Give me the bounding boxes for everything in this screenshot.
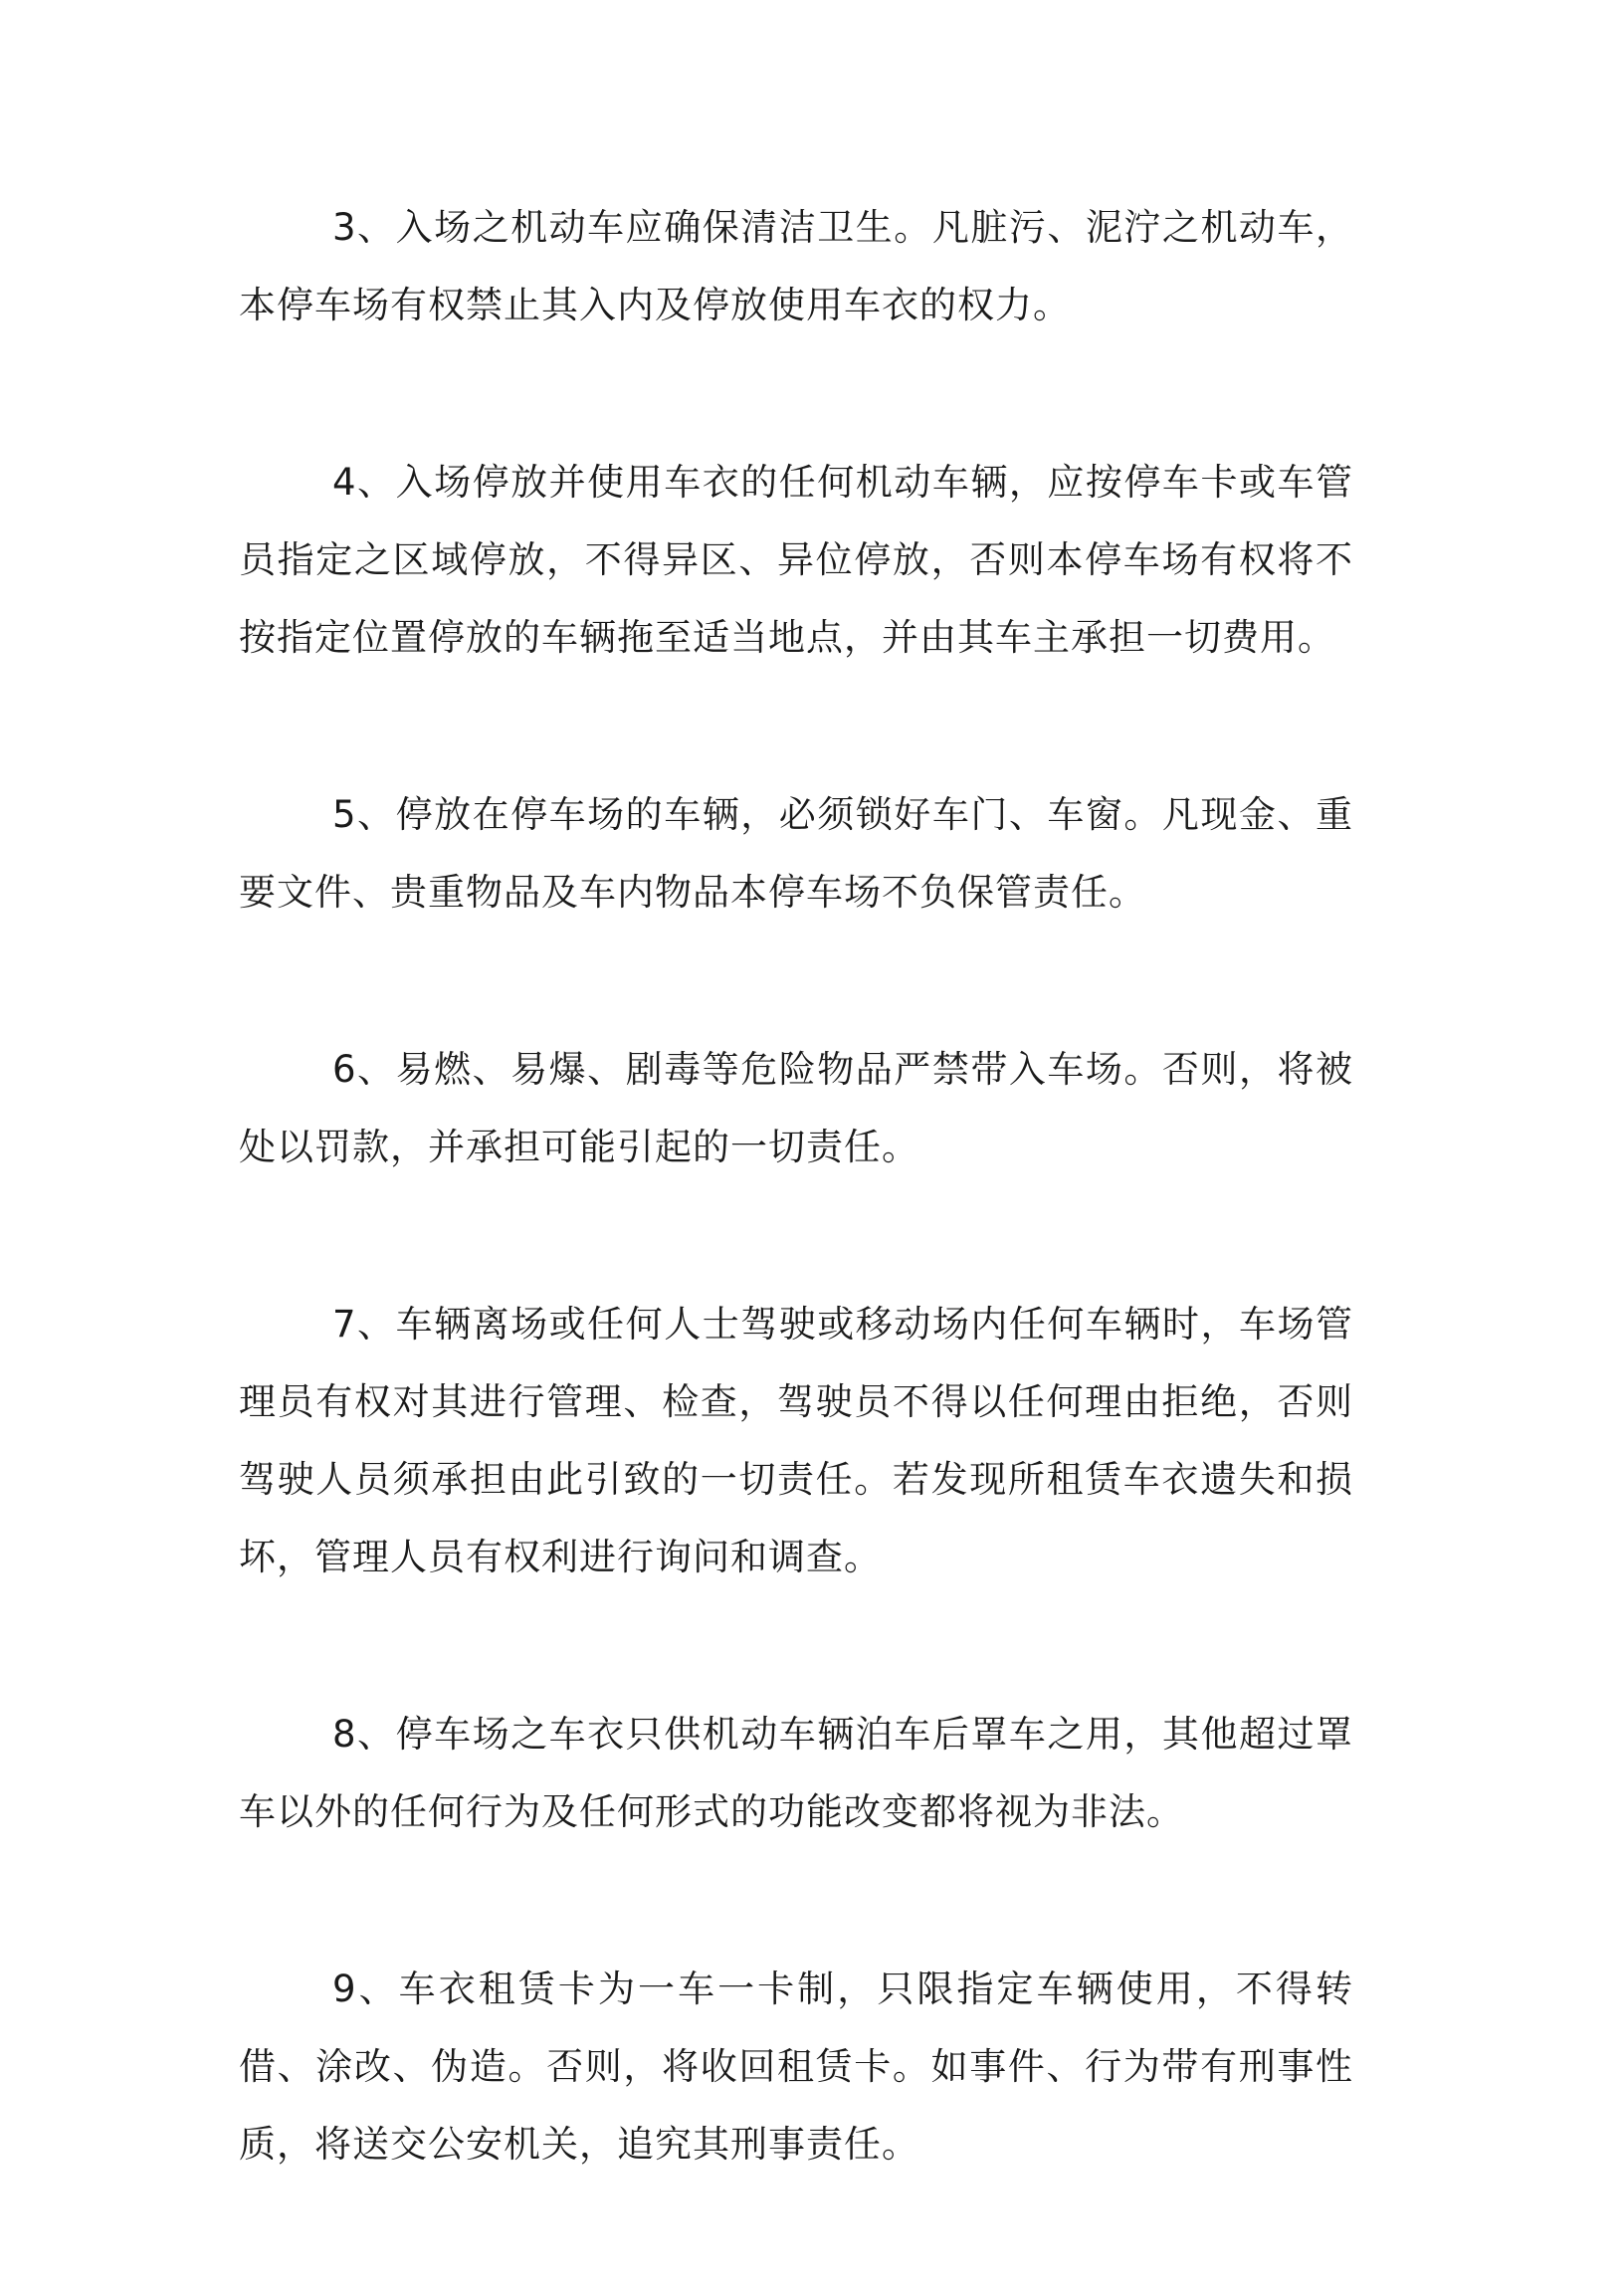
paragraph-item-4: 4、入场停放并使用车衣的任何机动车辆，应按停车卡或车管员指定之区域停放，不得异区、异位停放，否则本停车场有权将不按指定位置停放的车辆拖至适当地点，并由其车主承担一切费用。: [239, 461, 1353, 659]
document-body: [239, 189, 1353, 2283]
paragraph-item-9: 9、车衣租赁卡为一车一卡制，只限指定车辆使用，不得转借、涂改、伪造。否则，将收回租赁卡。如事件、行为带有刑事性质，将送交公安机关，追究其刑事责任。: [239, 1968, 1353, 2166]
paragraph-item-3: 3、入场之机动车应确保清洁卫生。凡脏污、泥泞之机动车，本停车场有权禁止其入内及停放使用车衣的权力。: [239, 206, 1353, 326]
paragraph-item-6: 6、易燃、易爆、剧毒等危险物品严禁带入车场。否则，将被处以罚款，并承担可能引起的一切责任。: [239, 1048, 1353, 1168]
paragraph-item-5: 5、停放在停车场的车辆，必须锁好车门、车窗。凡现金、重要文件、贵重物品及车内物品本停车场不负保管责任。: [239, 793, 1353, 914]
paragraph-item-8: 8、停车场之车衣只供机动车辆泊车后罩车之用，其他超过罩车以外的任何行为及任何形式的功能改变都将视为非法。: [239, 1713, 1353, 1833]
paragraph-item-7: 7、车辆离场或任何人士驾驶或移动场内任何车辆时，车场管理员有权对其进行管理、检查，驾驶员不得以任何理由拒绝，否则驾驶人员须承担由此引致的一切责任。若发现所租赁车衣遗失和损坏，管理人员有权利进行询问和调查。: [239, 1303, 1353, 1578]
